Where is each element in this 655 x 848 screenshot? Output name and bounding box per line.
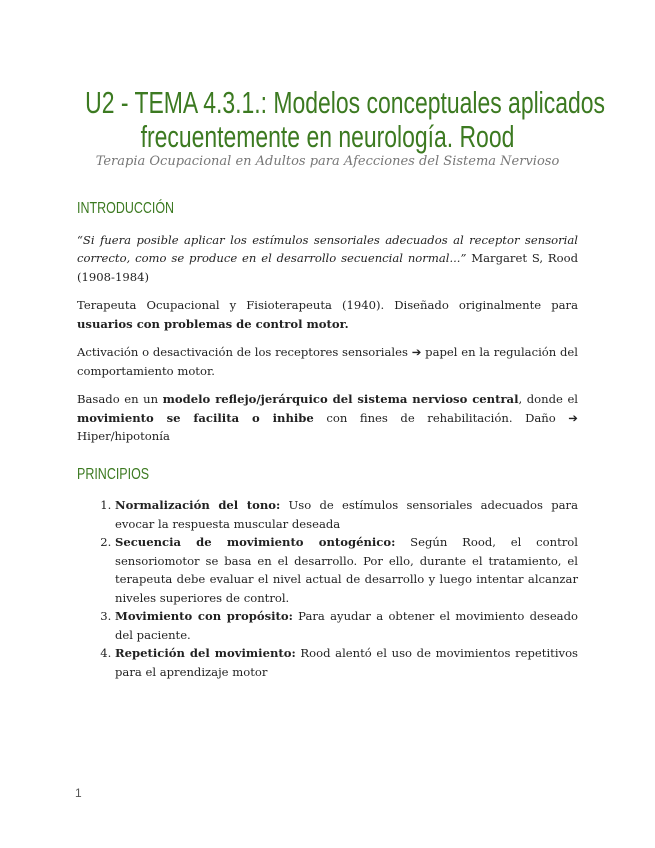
quote-author: Margaret S, Rood (1908-1984): [77, 251, 578, 284]
quote-paragraph: [77, 231, 578, 287]
paragraph-1-bold: usuarios con problemas de control motor.: [77, 316, 349, 331]
list-item-term: Secuencia de movimiento ontogénico:: [115, 535, 396, 549]
paragraph-1-text: Terapeuta Ocupacional y Fisioterapeuta (1940). Diseñado originalmente para: [77, 298, 578, 312]
list-item: [115, 496, 578, 533]
p3-bold-2: movimiento se facilita o inhibe: [77, 410, 314, 425]
title-line-1: U2 - TEMA 4.3.1.: Modelos conceptuales aplicados: [85, 85, 605, 120]
list-item: [115, 644, 578, 681]
list-item-term: Repetición del movimiento:: [115, 646, 296, 660]
title-line-2: frecuentemente en neurología. Rood: [140, 119, 515, 154]
list-item: [115, 607, 578, 644]
list-item-text: Según Rood, el control sensoriomotor se basa en el desarrollo. Por ello, durante el tratamiento, el terapeuta debe evaluar el nivel actual de desarrollo y luego intentar alcanzar niveles superiores de control.: [115, 535, 578, 605]
list-item: [115, 533, 578, 607]
section-heading-principios: PRINCIPIOS: [77, 465, 150, 483]
list-item-term: Normalización del tono:: [115, 498, 281, 512]
document-title: [0, 86, 655, 154]
p3-text-b: , donde el: [518, 392, 579, 406]
quote: “Si fuera posible aplicar los estímulos sensoriales adecuados al receptor sensorial correcto, como se produce en el desarrollo secuencial normal...”: [77, 232, 578, 265]
page-number: 1: [75, 786, 82, 800]
document-body: [77, 200, 578, 681]
p3-bold-1: modelo reflejo/jerárquico del sistema nervioso central: [162, 392, 519, 406]
section-heading-introduccion: INTRODUCCIÓN: [77, 200, 175, 217]
p3-text-c: con fines de rehabilitación. Daño ➔ Hiper/hipotonía: [77, 410, 579, 443]
paragraph-1: [77, 296, 578, 333]
principles-list: [77, 496, 578, 681]
list-item-text: Rood alentó el uso de movimientos repetitivos para el aprendizaje motor: [115, 646, 579, 679]
paragraph-3: [77, 390, 578, 446]
document-subtitle: Terapia Ocupacional en Adultos para Afecciones del Sistema Nervioso: [95, 154, 560, 169]
paragraph-2: Activación o desactivación de los receptores sensoriales ➔ papel en la regulación del comportamiento motor.: [77, 345, 578, 378]
list-item-text: Para ayudar a obtener el movimiento deseado del paciente.: [115, 609, 578, 642]
list-item-term: Movimiento con propósito:: [115, 609, 293, 623]
p3-text-a: Basado en un: [77, 392, 163, 406]
list-item-text: Uso de estímulos sensoriales adecuados para evocar la respuesta muscular deseada: [115, 498, 578, 531]
